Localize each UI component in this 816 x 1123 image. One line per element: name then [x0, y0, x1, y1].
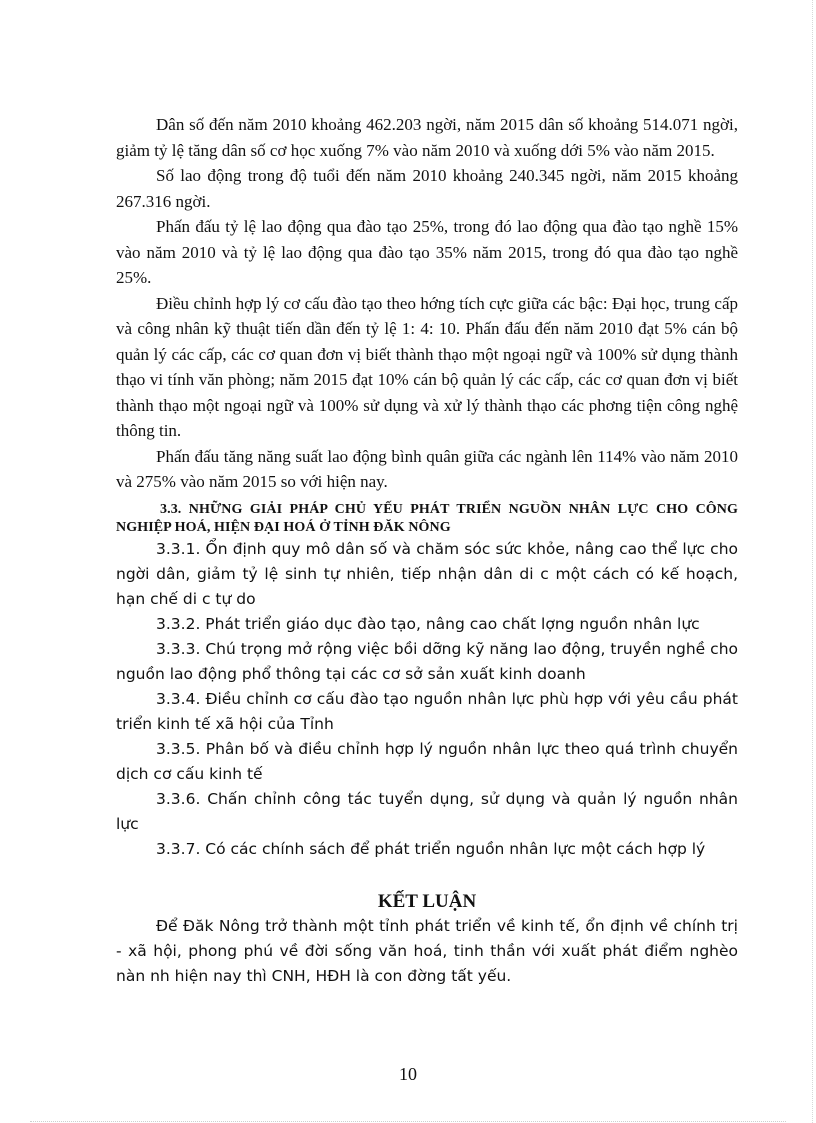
paragraph-labor-force: Số lao động trong độ tuổi đến năm 2010 khoảng 240.345 ngời, năm 2015 khoảng 267.316 ngời.	[116, 166, 738, 211]
section-heading: 3.3. NHỮNG GIẢI PHÁP CHỦ YẾU PHÁT TRIỂN NGUỒN NHÂN LỰC CHO CÔNG NGHIỆP HOÁ, HIỆN ĐẠI HOÁ Ở TỈNH ĐĂK NÔNG	[116, 501, 738, 535]
solution-item-5: 3.3.5. Phân bố và điều chỉnh hợp lý nguồn nhân lực theo quá trình chuyển dịch cơ cấu kinh tế	[116, 739, 738, 783]
solution-item-2: 3.3.2. Phát triển giáo dục đào tạo, nâng cao chất lợng nguồn nhân lực	[156, 614, 700, 633]
paragraph-training-structure: Điều chỉnh hợp lý cơ cấu đào tạo theo hớng tích cực giữa các bậc: Đại học, trung cấp và công nhân kỹ thuật tiến dần đến tỷ lệ 1: 4: 10. Phấn đấu đến năm 2010 đạt 5% cán bộ quản lý các cấp, các cơ quan đơn vị biết thành thạo một ngoại ngữ và 100% sử dụng thành thạo vi tính văn phòng; năm 2015 đạt 10% cán bộ quản lý các cấp, các cơ quan đơn vị biết thành thạo một ngoại ngữ và 100% sử dụng và xử lý thành thạo các phơng tiện công nghệ thông tin.	[116, 293, 738, 440]
paragraph-population: Dân số đến năm 2010 khoảng 462.203 ngời, năm 2015 dân số khoảng 514.071 ngời, giảm tỷ lệ tăng dân số cơ học xuống 7% vào năm 2010 và xuống dới 5% vào năm 2015.	[116, 115, 738, 160]
conclusion-text: Để Đăk Nông trở thành một tỉnh phát triển về kinh tế, ổn định về chính trị - xã hội, phong phú về đời sống văn hoá, tinh thần với xuất phát điểm nghèo nàn nh hiện nay thì CNH, HĐH là con đờng tất yếu.	[116, 916, 738, 985]
margin-divider	[812, 0, 813, 1123]
paragraph-productivity: Phấn đấu tăng năng suất lao động bình quân giữa các ngành lên 114% vào năm 2010 và 275% vào năm 2015 so với hiện nay.	[116, 446, 738, 491]
solution-item-3: 3.3.3. Chú trọng mở rộng việc bồi dỡng kỹ năng lao động, truyền nghề cho nguồn lao động phổ thông tại các cơ sở sản xuất kinh doanh	[116, 639, 738, 683]
paragraph-training-rate: Phấn đấu tỷ lệ lao động qua đào tạo 25%, trong đó lao động qua đào tạo nghề 15% vào năm 2010 và tỷ lệ lao động qua đào tạo 35% năm 2015, trong đó qua đào tạo nghề 25%.	[116, 217, 738, 287]
document-page	[116, 112, 738, 989]
footer-divider	[30, 1121, 786, 1122]
page-number: 10	[399, 1064, 417, 1084]
solution-item-7: 3.3.7. Có các chính sách để phát triển nguồn nhân lực một cách hợp lý	[156, 839, 706, 858]
solution-item-1: 3.3.1. Ổn định quy mô dân số và chăm sóc sức khỏe, nâng cao thể lực cho ngời dân, giảm tỷ lệ sinh tự nhiên, tiếp nhận dân di c một cách có kế hoạch, hạn chế di c tự do	[116, 539, 738, 608]
solution-item-4: 3.3.4. Điều chỉnh cơ cấu đào tạo nguồn nhân lực phù hợp với yêu cầu phát triển kinh tế xã hội của Tỉnh	[116, 689, 738, 733]
conclusion-title: KẾT LUẬN	[377, 890, 477, 912]
solution-item-6: 3.3.6. Chấn chỉnh công tác tuyển dụng, sử dụng và quản lý nguồn nhân lực	[116, 789, 738, 833]
